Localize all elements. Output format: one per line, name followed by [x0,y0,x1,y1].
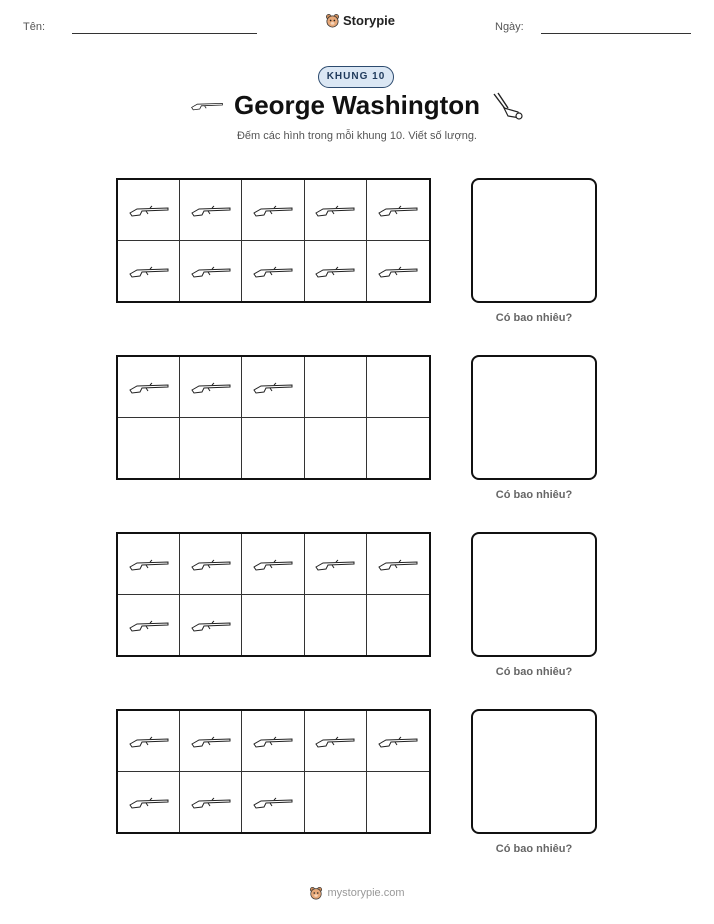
frame-cell [367,595,429,656]
frame-cell [305,772,367,833]
question-label-4: Có bao nhiêu? [495,843,573,855]
frame-cell [367,534,429,595]
frame-cell [305,241,367,302]
musket-icon [190,617,232,633]
name-label: Tên: [23,21,46,33]
musket-icon [190,263,232,279]
musket-icon [128,733,170,749]
frame-cell [367,180,429,241]
frame-cell [118,595,180,656]
footer-site: mystorypie.com [327,887,405,899]
musket-icon [252,263,294,279]
frame-cell [242,534,304,595]
frame-cell [305,418,367,479]
frame-cell [367,711,429,772]
musket-icon [314,556,356,572]
musket-icon [377,556,419,572]
ten-frame-1 [116,178,431,303]
answer-box-2[interactable] [471,355,597,480]
frame-cell [367,418,429,479]
frame-cell [118,357,180,418]
bear-logo-icon [325,13,340,28]
ten-frame-4 [116,709,431,834]
bear-logo-icon [309,886,323,900]
frame-cell [242,180,304,241]
frame-cell [367,772,429,833]
date-line[interactable] [541,33,691,34]
frame-cell [180,357,242,418]
frame-cell [242,711,304,772]
musket-icon [252,379,294,395]
question-label-2: Có bao nhiêu? [495,489,573,501]
frame-cell [242,595,304,656]
ten-frame-3 [116,532,431,657]
plow-icon [490,90,524,124]
musket-icon [128,263,170,279]
page-title: George Washington [233,90,481,120]
badge: KHUNG 10 [318,66,394,88]
date-label: Ngày: [495,21,524,33]
musket-icon [128,617,170,633]
question-label-1: Có bao nhiêu? [495,312,573,324]
frame-cell [180,241,242,302]
musket-icon [377,202,419,218]
frame-cell [367,241,429,302]
frame-cell [242,418,304,479]
musket-icon [128,202,170,218]
musket-icon [190,733,232,749]
frame-cell [242,772,304,833]
ten-frame-2 [116,355,431,480]
musket-icon [190,379,232,395]
musket-icon [128,556,170,572]
frame-cell [305,595,367,656]
musket-icon [252,556,294,572]
musket-icon [314,733,356,749]
frame-cell [242,241,304,302]
frame-cell [305,357,367,418]
question-label-3: Có bao nhiêu? [495,666,573,678]
frame-cell [180,595,242,656]
frame-cell [118,180,180,241]
instructions: Đếm các hình trong mỗi khung 10. Viết số lượng. [236,130,477,142]
frame-cell [305,180,367,241]
musket-icon [314,202,356,218]
musket-icon [190,556,232,572]
frame-cell [180,418,242,479]
frame-cell [118,711,180,772]
musket-icon [377,733,419,749]
brand-logo [325,13,395,28]
answer-box-3[interactable] [471,532,597,657]
brand-name: Storypie [343,13,396,28]
musket-icon [252,733,294,749]
musket-icon [190,794,232,810]
musket-icon [377,263,419,279]
frame-cell [118,534,180,595]
footer [0,886,714,900]
frame-cell [367,357,429,418]
frame-cell [180,772,242,833]
musket-icon [252,202,294,218]
musket-icon [314,263,356,279]
frame-cell [242,357,304,418]
frame-cell [118,772,180,833]
frame-cell [305,711,367,772]
answer-box-1[interactable] [471,178,597,303]
musket-icon [252,794,294,810]
frame-cell [118,241,180,302]
name-line[interactable] [72,33,257,34]
musket-icon [128,379,170,395]
frame-cell [180,534,242,595]
musket-icon [190,202,232,218]
frame-cell [305,534,367,595]
frame-cell [180,711,242,772]
musket-icon [128,794,170,810]
frame-cell [180,180,242,241]
frame-cell [118,418,180,479]
answer-box-4[interactable] [471,709,597,834]
